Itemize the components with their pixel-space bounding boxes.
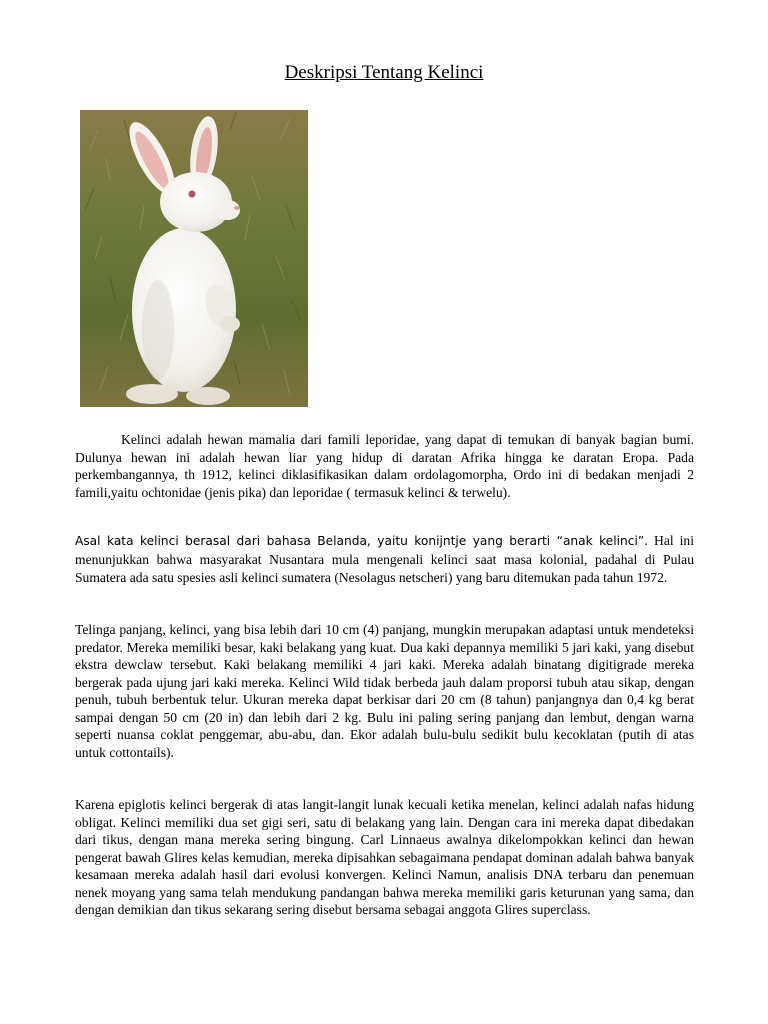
white-rabbit-photo [80, 110, 308, 407]
document-title: Deskripsi Tentang Kelinci [284, 62, 484, 83]
paragraph-2 [75, 532, 694, 588]
paragraph-3: Telinga panjang, kelinci, yang bisa lebih dari 10 cm (4) panjang, mungkin merupakan adaptasi untuk mendeteksi predator. Mereka memiliki besar, kaki belakang yang kuat. Dua kaki depannya memiliki 5 jari kaki, yang disebut ekstra dewclaw tersebut. Kaki belakang memiliki 4 jari kaki. Mereka adalah binatang digitigrade mereka bergerak pada ujung jari kaki mereka. Kelinci Wild tidak berbeda jauh dalam proporsi tubuh atau sikap, dengan penuh, tubuh berbentuk telur. Ukuran mereka dapat berkisar dari 20 cm (8 tahun) panjangnya dan 0,4 kg berat sampai dengan 50 cm (20 in) dan lebih dari 2 kg. Bulu ini paling sering panjang dan lembut, dengan warna seperti nuansa coklat penggemar, abu-abu, dan. Ekor adalah bulu-bulu sedikit bulu kecoklatan (putih di atas untuk cottontails). [75, 622, 694, 760]
paragraph-4: Karena epiglotis kelinci bergerak di atas langit-langit lunak kecuali ketika menelan, kelinci adalah nafas hidung obligat. Kelinci memiliki dua set gigi seri, satu di belakang yang lain. Dengan cara ini mereka dapat dibedakan dari tikus, dengan mana mereka sering bingung. Carl Linnaeus awalnya dikelompokkan kelinci dan hewan pengerat bawah Glires kelas kemudian, mereka dipisahkan sebagaimana pendapat dominan adalah bahwa banyak kesamaan mereka adalah hasil dari evolusi konvergen. Kelinci Namun, analisis DNA terbaru dan penemuan nenek moyang yang sama telah mendukung pandangan bahwa mereka memiliki garis keturunan yang sama, dan dengan demikian dan tikus sekarang sering disebut bersama sebagai anggota Glires superclass. [75, 797, 694, 917]
paragraph-2-lead: Asal kata kelinci berasal dari bahasa Belanda, yaitu konijntje yang berarti “anak kelinci”. [75, 534, 649, 548]
paragraph-2-rest: Hal ini menunjukkan bahwa masyarakat Nusantara mula mengenali kelinci saat masa kolonial, padahal di Pulau Sumatera ada satu spesies asli kelinci sumatera (Nesolagus netscheri) yang baru ditemukan pada tahun 1972. [75, 533, 694, 585]
paragraph-1: Kelinci adalah hewan mamalia dari famili leporidae, yang dapat di temukan di banyak bagian bumi. Dulunya hewan ini adalah hewan liar yang hidup di daratan Afrika hingga ke daratan Eropa. Pada perkembangannya, th 1912, kelinci diklasifikasikan dalam ordolagomorpha, Ordo ini di bedakan menjadi 2 famili,yaitu ochtonidae (jenis pika) dan leporidae ( termasuk kelinci & terwelu). [75, 432, 694, 500]
